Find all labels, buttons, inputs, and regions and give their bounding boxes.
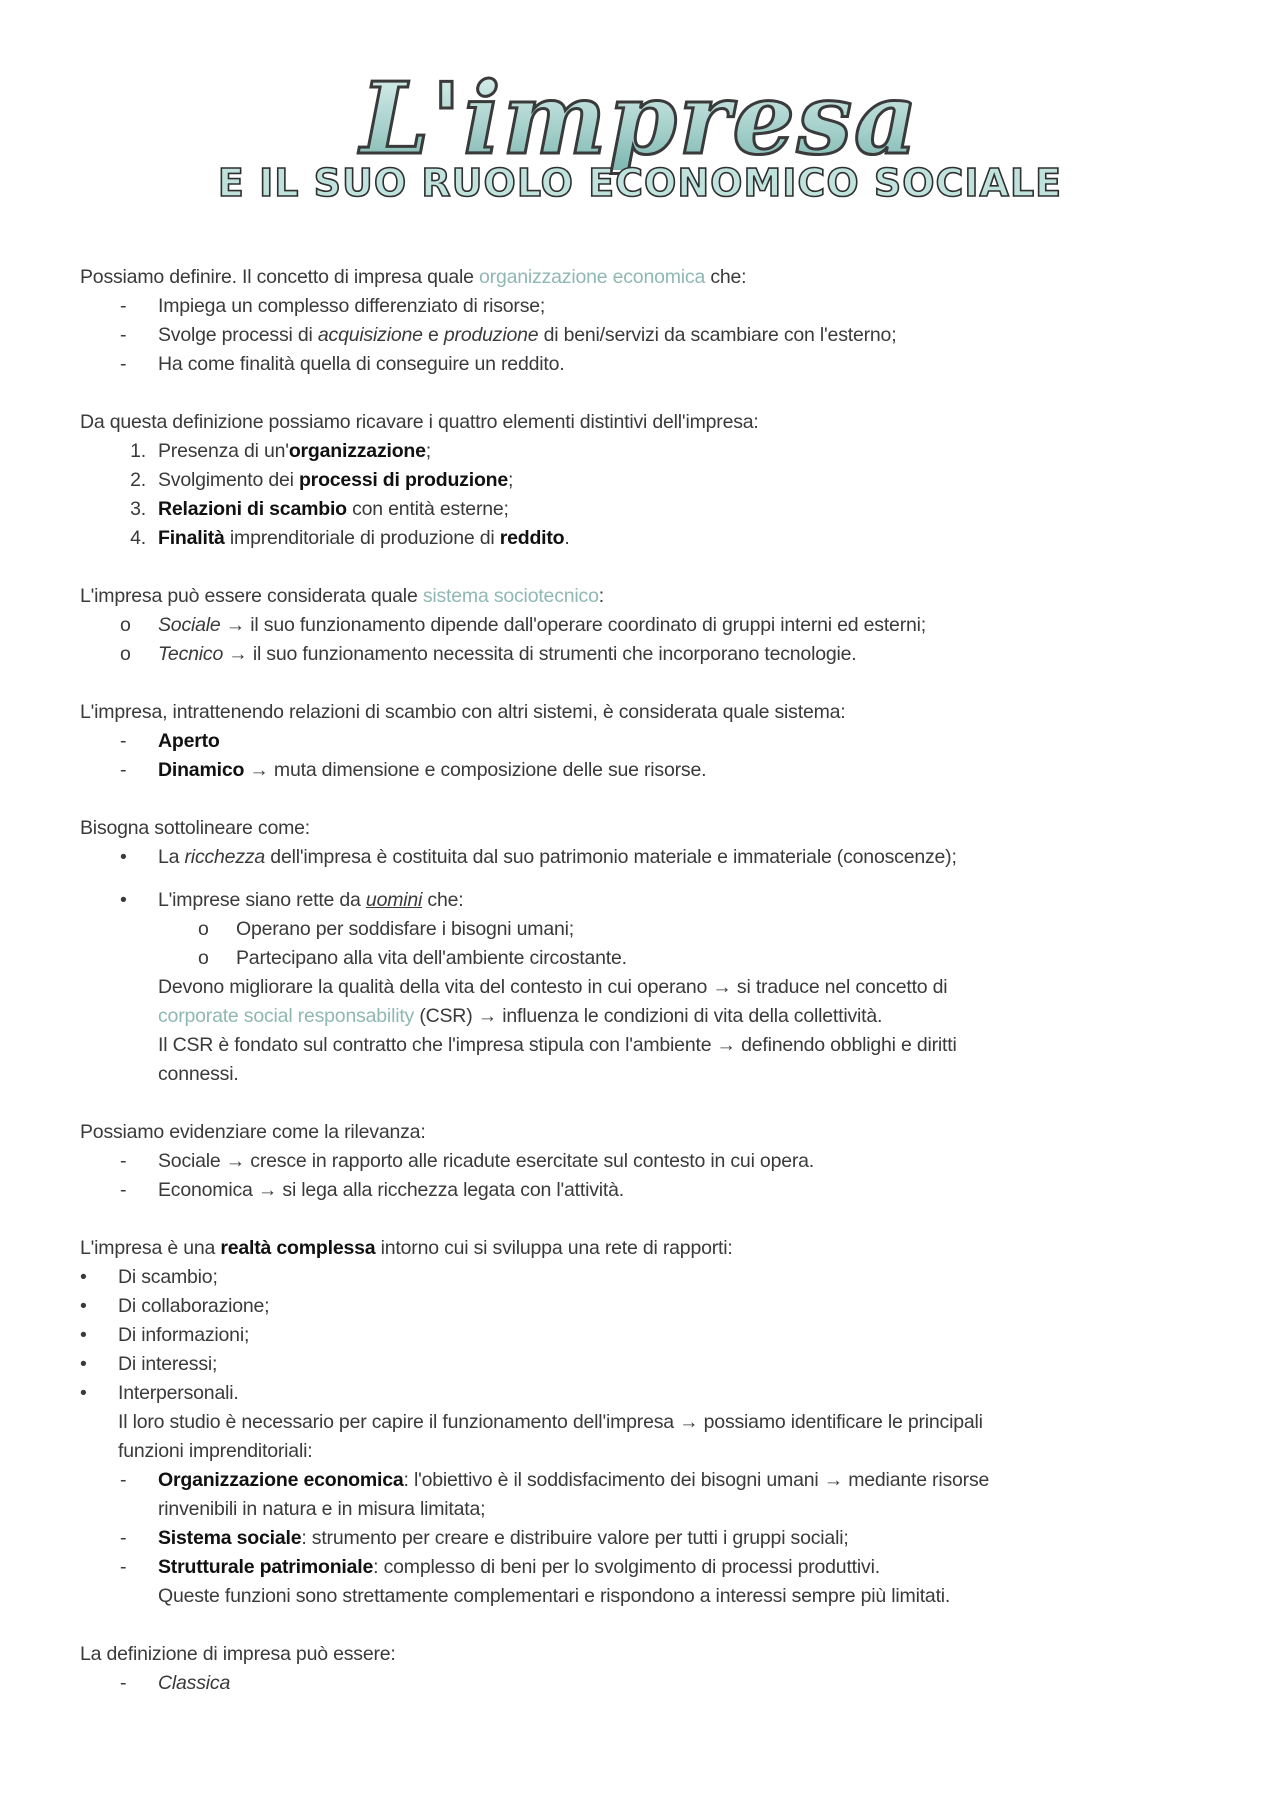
paragraph: Devono migliorare la qualità della vita del contesto in cui operano → si traduce nel concetto di — [158, 976, 948, 998]
paragraph: Possiamo definire. Il concetto di impresa quale organizzazione economica che: — [80, 266, 747, 288]
list-item: - Svolge processi di acquisizione e produzione di beni/servizi da scambiare con l'esterno; — [120, 324, 897, 346]
list-item: - Classica — [120, 1672, 231, 1694]
paragraph: Queste funzioni sono strettamente complementari e rispondono a interessi sempre più limitati. — [158, 1585, 951, 1607]
list-item: 4. Finalità imprenditoriale di produzione di reddito. — [130, 527, 570, 549]
list-item: • Di informazioni; — [80, 1324, 250, 1346]
paragraph: connessi. — [158, 1063, 239, 1085]
highlight-term: sistema sociotecnico — [422, 585, 599, 607]
highlight-term: organizzazione economica — [479, 266, 706, 288]
document-header — [0, 62, 1280, 205]
list-item: - Strutturale patrimoniale: complesso di beni per lo svolgimento di processi produttivi. — [120, 1556, 880, 1578]
list-item: 1. Presenza di un'organizzazione; — [130, 440, 431, 462]
paragraph: Bisogna sottolineare come: — [80, 817, 311, 839]
page-subtitle: E IL SUO RUOLO ECONOMICO SOCIALE — [217, 161, 1063, 205]
paragraph: Il loro studio è necessario per capire il funzionamento dell'impresa → possiamo identificare le principali — [118, 1411, 983, 1433]
list-item: • Interpersonali. — [80, 1382, 239, 1404]
list-item: • La ricchezza dell'impresa è costituita dal suo patrimonio materiale e immateriale (conoscenze); — [120, 846, 957, 868]
paragraph: La definizione di impresa può essere: — [80, 1643, 396, 1665]
paragraph: L'impresa è una realtà complessa intorno cui si sviluppa una rete di rapporti: — [80, 1237, 733, 1259]
list-item: 2. Svolgimento dei processi di produzione; — [130, 469, 514, 491]
paragraph: L'impresa, intrattenendo relazioni di scambio con altri sistemi, è considerata quale sistema: — [80, 701, 846, 723]
paragraph: funzioni imprenditoriali: — [118, 1440, 313, 1462]
list-item: - Dinamico → muta dimensione e composizione delle sue risorse. — [120, 759, 707, 781]
paragraph: corporate social responsability (CSR) → influenza le condizioni di vita della collettività. — [158, 1005, 883, 1027]
list-item: - Sistema sociale: strumento per creare e distribuire valore per tutti i gruppi sociali; — [120, 1527, 849, 1549]
highlight-term: corporate social responsability — [158, 1005, 415, 1027]
list-item: - Sociale → cresce in rapporto alle ricadute esercitate sul contesto in cui opera. — [120, 1150, 815, 1172]
list-item: - Aperto — [120, 730, 220, 752]
list-item: • Di collaborazione; — [80, 1295, 270, 1317]
list-item: o Operano per soddisfare i bisogni umani; — [198, 918, 574, 940]
paragraph: Il CSR è fondato sul contratto che l'impresa stipula con l'ambiente → definendo obblighi e diritti — [158, 1034, 957, 1056]
list-item: - Economica → si lega alla ricchezza legata con l'attività. — [120, 1179, 624, 1201]
paragraph: L'impresa può essere considerata quale sistema sociotecnico: — [80, 585, 604, 607]
paragraph: Da questa definizione possiamo ricavare i quattro elementi distintivi dell'impresa: — [80, 411, 759, 433]
document-body — [80, 263, 1200, 1698]
list-item: • Di interessi; — [80, 1353, 218, 1375]
list-item: o Tecnico → il suo funzionamento necessita di strumenti che incorporano tecnologie. — [120, 643, 857, 665]
list-item: - Impiega un complesso differenziato di risorse; — [120, 295, 546, 317]
list-item: • Di scambio; — [80, 1266, 218, 1288]
page-title: L'impresa — [0, 70, 1280, 170]
list-item: o Sociale → il suo funzionamento dipende dall'operare coordinato di gruppi interni ed esterni; — [120, 614, 926, 636]
list-item: - Organizzazione economica: l'obiettivo è il soddisfacimento dei bisogni umani → mediante risorse — [120, 1469, 990, 1491]
paragraph: Possiamo evidenziare come la rilevanza: — [80, 1121, 426, 1143]
list-item: - Ha come finalità quella di conseguire un reddito. — [120, 353, 565, 375]
paragraph: rinvenibili in natura e in misura limitata; — [158, 1498, 486, 1520]
list-item: 3. Relazioni di scambio con entità esterne; — [130, 498, 509, 520]
list-item: • L'imprese siano rette da uomini che: — [120, 889, 464, 911]
list-item: o Partecipano alla vita dell'ambiente circostante. — [198, 947, 627, 969]
